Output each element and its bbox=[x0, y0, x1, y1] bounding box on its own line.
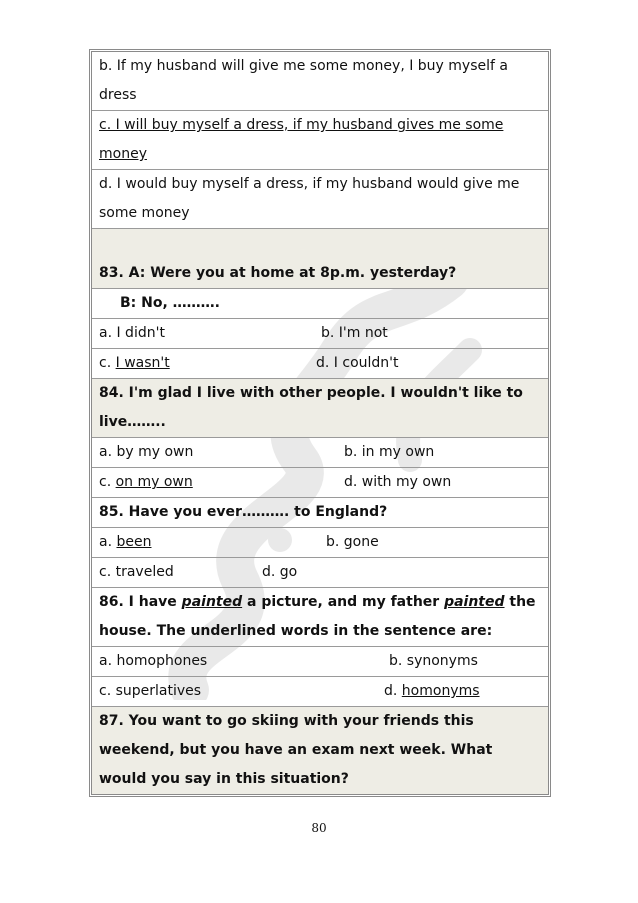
question-text: 84. I'm glad I live with other people. I wouldn't like to live…….. bbox=[99, 385, 523, 430]
options-row bbox=[92, 468, 548, 498]
option-row bbox=[92, 170, 548, 229]
options-row bbox=[92, 647, 548, 677]
option-prefix: d. bbox=[384, 683, 402, 699]
option-prefix: a. bbox=[99, 534, 117, 550]
correct-option-text: c. I will buy myself a dress, if my husband gives me some money bbox=[99, 117, 504, 162]
correct-answer: been bbox=[116, 534, 152, 550]
question-text: a picture, and my father bbox=[242, 594, 445, 610]
option-row-answer bbox=[92, 111, 548, 170]
question-84 bbox=[92, 379, 548, 438]
option-b: b. gone bbox=[326, 534, 379, 550]
options-row bbox=[92, 677, 548, 707]
options-row bbox=[92, 438, 548, 468]
option-a: a. homophones bbox=[99, 653, 208, 669]
underlined-word: painted bbox=[181, 594, 243, 610]
correct-answer: homonyms bbox=[401, 683, 480, 699]
option-d bbox=[384, 677, 480, 706]
option-b: b. I'm not bbox=[321, 325, 388, 341]
question-text: 83. A: Were you at home at 8p.m. yesterday? bbox=[99, 265, 457, 281]
option-a: a. by my own bbox=[99, 444, 194, 460]
option-d: d. go bbox=[262, 564, 298, 580]
option-b: b. synonyms bbox=[389, 653, 478, 669]
question-text: the house. The underlined words in the sentence are: bbox=[99, 594, 536, 639]
option-prefix: c. bbox=[99, 355, 116, 371]
page-number: 80 bbox=[311, 821, 327, 835]
option-text: b. If my husband will give me some money, I buy myself a dress bbox=[99, 58, 508, 103]
option-d: d. I couldn't bbox=[316, 355, 399, 371]
option-c bbox=[99, 474, 193, 490]
question-86 bbox=[92, 588, 548, 647]
option-text: d. I would buy myself a dress, if my husband would give me some money bbox=[99, 176, 520, 221]
question-85 bbox=[92, 498, 548, 528]
options-row bbox=[92, 528, 548, 558]
question-83-dialogue bbox=[92, 289, 548, 319]
option-a: a. I didn't bbox=[99, 325, 165, 341]
option-b: b. in my own bbox=[344, 444, 435, 460]
question-83 bbox=[92, 229, 548, 289]
option-prefix: c. bbox=[99, 474, 116, 490]
option-c bbox=[99, 355, 170, 371]
options-row bbox=[92, 558, 548, 588]
question-text: 85. Have you ever………. to England? bbox=[99, 504, 388, 520]
dialogue-text: B: No, ………. bbox=[120, 295, 220, 311]
option-c: c. traveled bbox=[99, 564, 174, 580]
correct-answer: on my own bbox=[115, 474, 193, 490]
option-c: c. superlatives bbox=[99, 683, 202, 699]
option-d: d. with my own bbox=[344, 474, 452, 490]
options-row bbox=[92, 319, 548, 349]
option-row bbox=[92, 52, 548, 111]
question-87 bbox=[92, 707, 548, 794]
question-table bbox=[89, 49, 551, 797]
question-text: 87. You want to go skiing with your friends this weekend, but you have an exam next week. What would you say in this situation? bbox=[99, 713, 493, 787]
options-row bbox=[92, 349, 548, 379]
correct-answer: I wasn't bbox=[115, 355, 170, 371]
underlined-word: painted bbox=[444, 594, 505, 610]
option-a bbox=[99, 534, 151, 550]
question-text: 86. I have bbox=[99, 594, 182, 610]
